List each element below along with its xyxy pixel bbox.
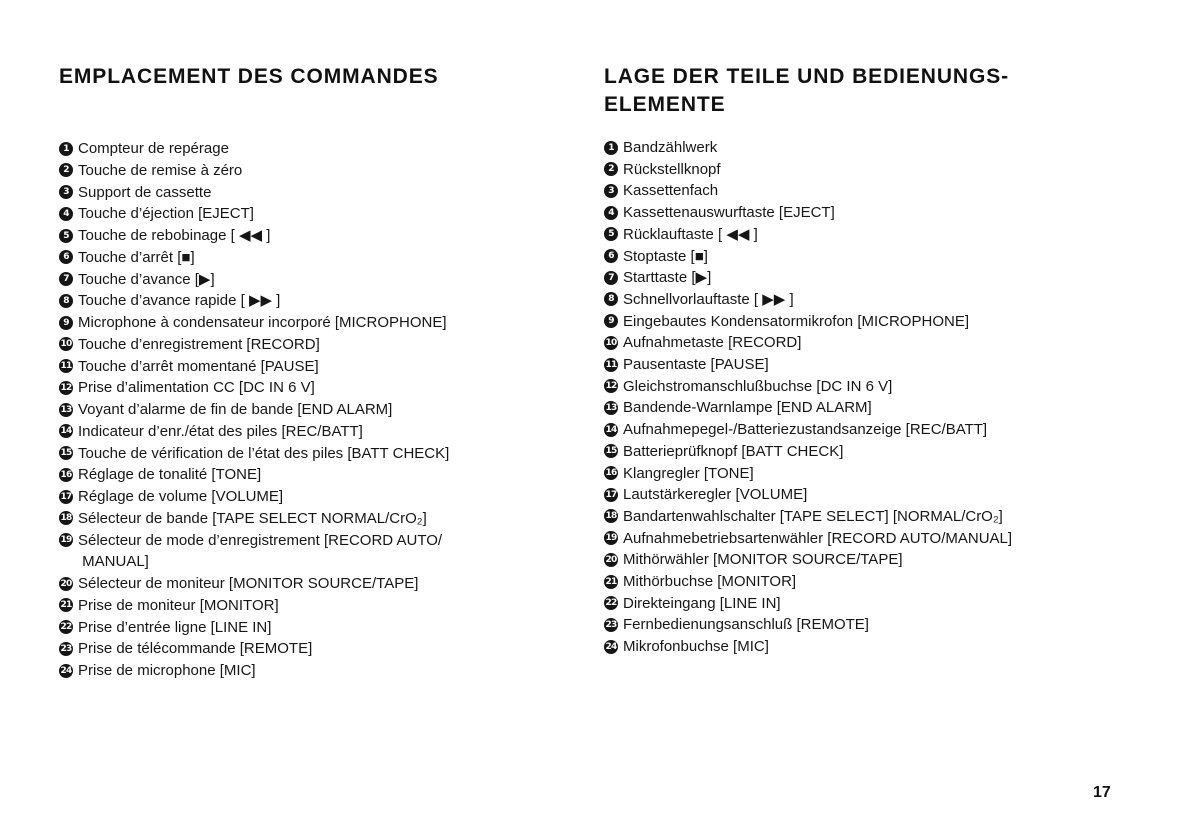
item-label: Pausentaste [PAUSE]	[623, 356, 769, 374]
german-list-item	[604, 549, 1012, 571]
item-label: Rücklauftaste [ ◀◀ ]	[623, 225, 758, 243]
item-number-badge: 15	[605, 446, 617, 457]
item-number-badge: 2	[59, 163, 73, 177]
item-number-badge: 9	[59, 316, 73, 330]
item-number-badge: 15	[60, 448, 72, 458]
item-number-badge: 6	[59, 250, 73, 264]
french-list-item	[59, 399, 449, 421]
item-label: Touche d’enregistrement [RECORD]	[78, 335, 320, 353]
item-number-badge: 17	[605, 489, 617, 500]
german-list-item	[604, 463, 1012, 485]
item-number-badge: 22	[605, 598, 617, 609]
item-number-badge: 3	[604, 184, 618, 198]
item-number-badge: 13	[60, 404, 72, 415]
item-label: Touche de rebobinage [ ◀◀ ]	[78, 227, 271, 244]
item-label: Indicateur d’enr./état des piles [REC/BATT]	[78, 422, 363, 440]
german-list-item	[604, 224, 1012, 246]
german-list-item	[604, 289, 1012, 311]
french-list-item	[59, 443, 449, 465]
german-list-item	[604, 593, 1012, 615]
item-number-badge: 23	[605, 619, 617, 630]
item-label: Prise de moniteur [MONITOR]	[78, 596, 279, 614]
item-number-badge: 10	[605, 337, 617, 348]
item-label: Touche d’arrêt [■]	[78, 248, 195, 266]
item-label: Batterieprüfknopf [BATT CHECK]	[623, 442, 844, 460]
item-label: Voyant d’alarme de fin de bande [END ALARM]	[78, 401, 393, 418]
german-list-item	[604, 397, 1012, 419]
item-number-badge: 21	[605, 576, 617, 587]
french-list-item	[59, 182, 449, 204]
french-list-item	[59, 160, 449, 182]
item-number-badge: 4	[604, 206, 618, 220]
french-list-item	[59, 464, 449, 486]
item-label: Mithörbuchse [MONITOR]	[623, 573, 797, 591]
german-list-item	[604, 506, 1012, 528]
item-label: Microphone à condensateur incorporé [MICROPHONE]	[78, 314, 447, 331]
item-number-badge: 20	[605, 554, 617, 565]
item-number-badge: 12	[605, 381, 617, 392]
item-number-badge: 21	[60, 600, 72, 611]
german-list-item	[604, 202, 1012, 224]
item-number-badge: 2	[604, 162, 618, 176]
german-list-item	[604, 267, 1012, 289]
german-list-item	[604, 332, 1012, 354]
item-label: Kassettenauswurftaste [EJECT]	[623, 204, 835, 222]
item-label: Klangregler [TONE]	[623, 464, 754, 482]
item-label: Réglage de volume [VOLUME]	[78, 488, 284, 505]
french-list-item	[59, 334, 449, 356]
item-label: Rückstellknopf	[623, 160, 721, 178]
item-label: Lautstärkeregler [VOLUME]	[623, 486, 808, 504]
item-label: Aufnahmebetriebsartenwähler [RECORD AUTO/MANUAL]	[623, 529, 1013, 547]
item-number-badge: 9	[604, 314, 618, 328]
item-number-badge: 14	[605, 424, 617, 435]
item-label: Prise de microphone [MIC]	[78, 662, 256, 679]
item-label: Touche de remise à zéro	[78, 161, 243, 179]
item-label: Support de cassette	[78, 183, 212, 201]
german-list-item	[604, 159, 1012, 181]
item-number-badge: 7	[604, 271, 618, 285]
item-number-badge: 18	[60, 513, 72, 524]
french-list-item	[59, 225, 449, 247]
item-label: Bandende-Warnlampe [END ALARM]	[623, 399, 872, 417]
item-number-badge: 13	[605, 402, 617, 413]
item-label: Kassettenfach	[623, 182, 719, 200]
item-label: Starttaste [▶]	[623, 269, 712, 287]
french-list-item	[59, 486, 449, 508]
french-list-item	[59, 356, 449, 378]
german-control-list	[604, 137, 1012, 658]
german-list-item	[604, 528, 1012, 550]
item-label: Sélecteur de mode d’enregistrement [RECORD AUTO/ MANUAL]	[78, 531, 443, 571]
french-list-item	[59, 595, 449, 617]
item-label: Touche d’avance rapide [ ▶▶ ]	[78, 292, 281, 310]
item-label: Schnellvorlauftaste [ ▶▶ ]	[623, 290, 794, 308]
item-label: Touche d’arrêt momentané [PAUSE]	[78, 357, 319, 375]
german-list-item	[604, 180, 1012, 202]
item-number-badge: 10	[60, 339, 72, 350]
item-number-badge: 1	[604, 141, 618, 155]
item-number-badge: 11	[605, 359, 617, 370]
item-number-badge: 6	[604, 249, 618, 263]
item-number-badge: 19	[605, 533, 617, 544]
german-list-item	[604, 484, 1012, 506]
french-list-item	[59, 203, 449, 225]
item-label: Direkteingang [LINE IN]	[623, 594, 781, 612]
french-list-item	[59, 660, 449, 682]
item-number-badge: 11	[60, 361, 72, 371]
item-number-badge: 16	[60, 469, 72, 480]
french-list-item	[59, 312, 449, 334]
french-list-item	[59, 290, 449, 312]
item-number-badge: 8	[59, 294, 73, 308]
item-number-badge: 5	[59, 229, 73, 243]
item-number-badge: 16	[605, 468, 617, 479]
german-list-item	[604, 354, 1012, 376]
item-label: Bandartenwahlschalter [TAPE SELECT] [NORMAL/CrO₂]	[623, 507, 1003, 525]
item-number-badge: 23	[60, 643, 72, 654]
item-number-badge: 18	[605, 511, 617, 522]
german-list-item	[604, 419, 1012, 441]
item-number-badge: 1	[59, 142, 73, 156]
item-label: Réglage de tonalité [TONE]	[78, 466, 262, 484]
item-label: Eingebautes Kondensatormikrofon [MICROPHONE]	[623, 312, 969, 330]
item-number-badge: 22	[60, 622, 72, 632]
item-label: Compteur de repérage	[78, 140, 229, 157]
german-list-item	[604, 636, 1012, 658]
item-label: Prise de télécommande [REMOTE]	[78, 640, 313, 658]
german-list-item	[604, 571, 1012, 593]
item-number-badge: 3	[59, 185, 73, 199]
item-label: Aufnahmetaste [RECORD]	[623, 334, 802, 352]
german-list-item	[604, 246, 1012, 268]
item-number-badge: 24	[605, 641, 617, 652]
item-number-badge: 20	[60, 578, 72, 589]
item-label: Gleichstromanschlußbuchse [DC IN 6 V]	[623, 377, 893, 395]
german-list-item	[604, 441, 1012, 463]
item-label: Sélecteur de moniteur [MONITOR SOURCE/TAPE]	[78, 575, 419, 592]
french-list-item	[59, 138, 449, 160]
german-list-item	[604, 376, 1012, 398]
french-list-item	[59, 530, 449, 574]
german-heading: LAGE DER TEILE UND BEDIENUNGS- ELEMENTE	[604, 65, 1010, 116]
french-heading: EMPLACEMENT DES COMMANDES	[59, 65, 439, 88]
item-number-badge: 12	[60, 382, 72, 393]
french-list-item	[59, 377, 449, 399]
item-label: Stoptaste [■]	[623, 247, 708, 265]
french-list-item	[59, 638, 449, 660]
french-list-item	[59, 573, 449, 595]
item-label: Prise d’alimentation CC [DC IN 6 V]	[78, 379, 315, 397]
item-number-badge: 5	[604, 227, 618, 241]
item-label: Aufnahmepegel-/Batteriezustandsanzeige [REC/BATT]	[623, 421, 988, 439]
item-label: Touche de vérification de l’état des piles [BATT CHECK]	[78, 444, 450, 462]
page-number: 17	[1093, 784, 1111, 801]
german-list-item	[604, 137, 1012, 159]
item-number-badge: 14	[60, 426, 72, 437]
item-label: Touche d’éjection [EJECT]	[78, 205, 254, 223]
item-number-badge: 7	[59, 272, 73, 286]
item-number-badge: 8	[604, 292, 618, 306]
item-label: Mithörwähler [MONITOR SOURCE/TAPE]	[623, 551, 903, 569]
french-list-item	[59, 508, 449, 530]
french-list-item	[59, 269, 449, 291]
french-list-item	[59, 421, 449, 443]
item-number-badge: 19	[60, 535, 72, 545]
german-list-item	[604, 311, 1012, 333]
item-number-badge: 4	[59, 207, 73, 221]
german-list-item	[604, 614, 1012, 636]
item-label: Touche d’avance [▶]	[78, 270, 215, 288]
item-number-badge: 24	[60, 665, 72, 676]
french-list-item	[59, 247, 449, 269]
french-list-item	[59, 617, 449, 639]
item-label: Mikrofonbuchse [MIC]	[623, 638, 769, 656]
item-label: Bandzählwerk	[623, 139, 718, 156]
item-label: Prise d’entrée ligne [LINE IN]	[78, 618, 272, 636]
item-label: Sélecteur de bande [TAPE SELECT NORMAL/CrO₂]	[78, 509, 427, 527]
item-label: Fernbedienungsanschluß [REMOTE]	[623, 616, 869, 634]
item-number-badge: 17	[60, 491, 72, 502]
french-control-list	[59, 138, 449, 682]
